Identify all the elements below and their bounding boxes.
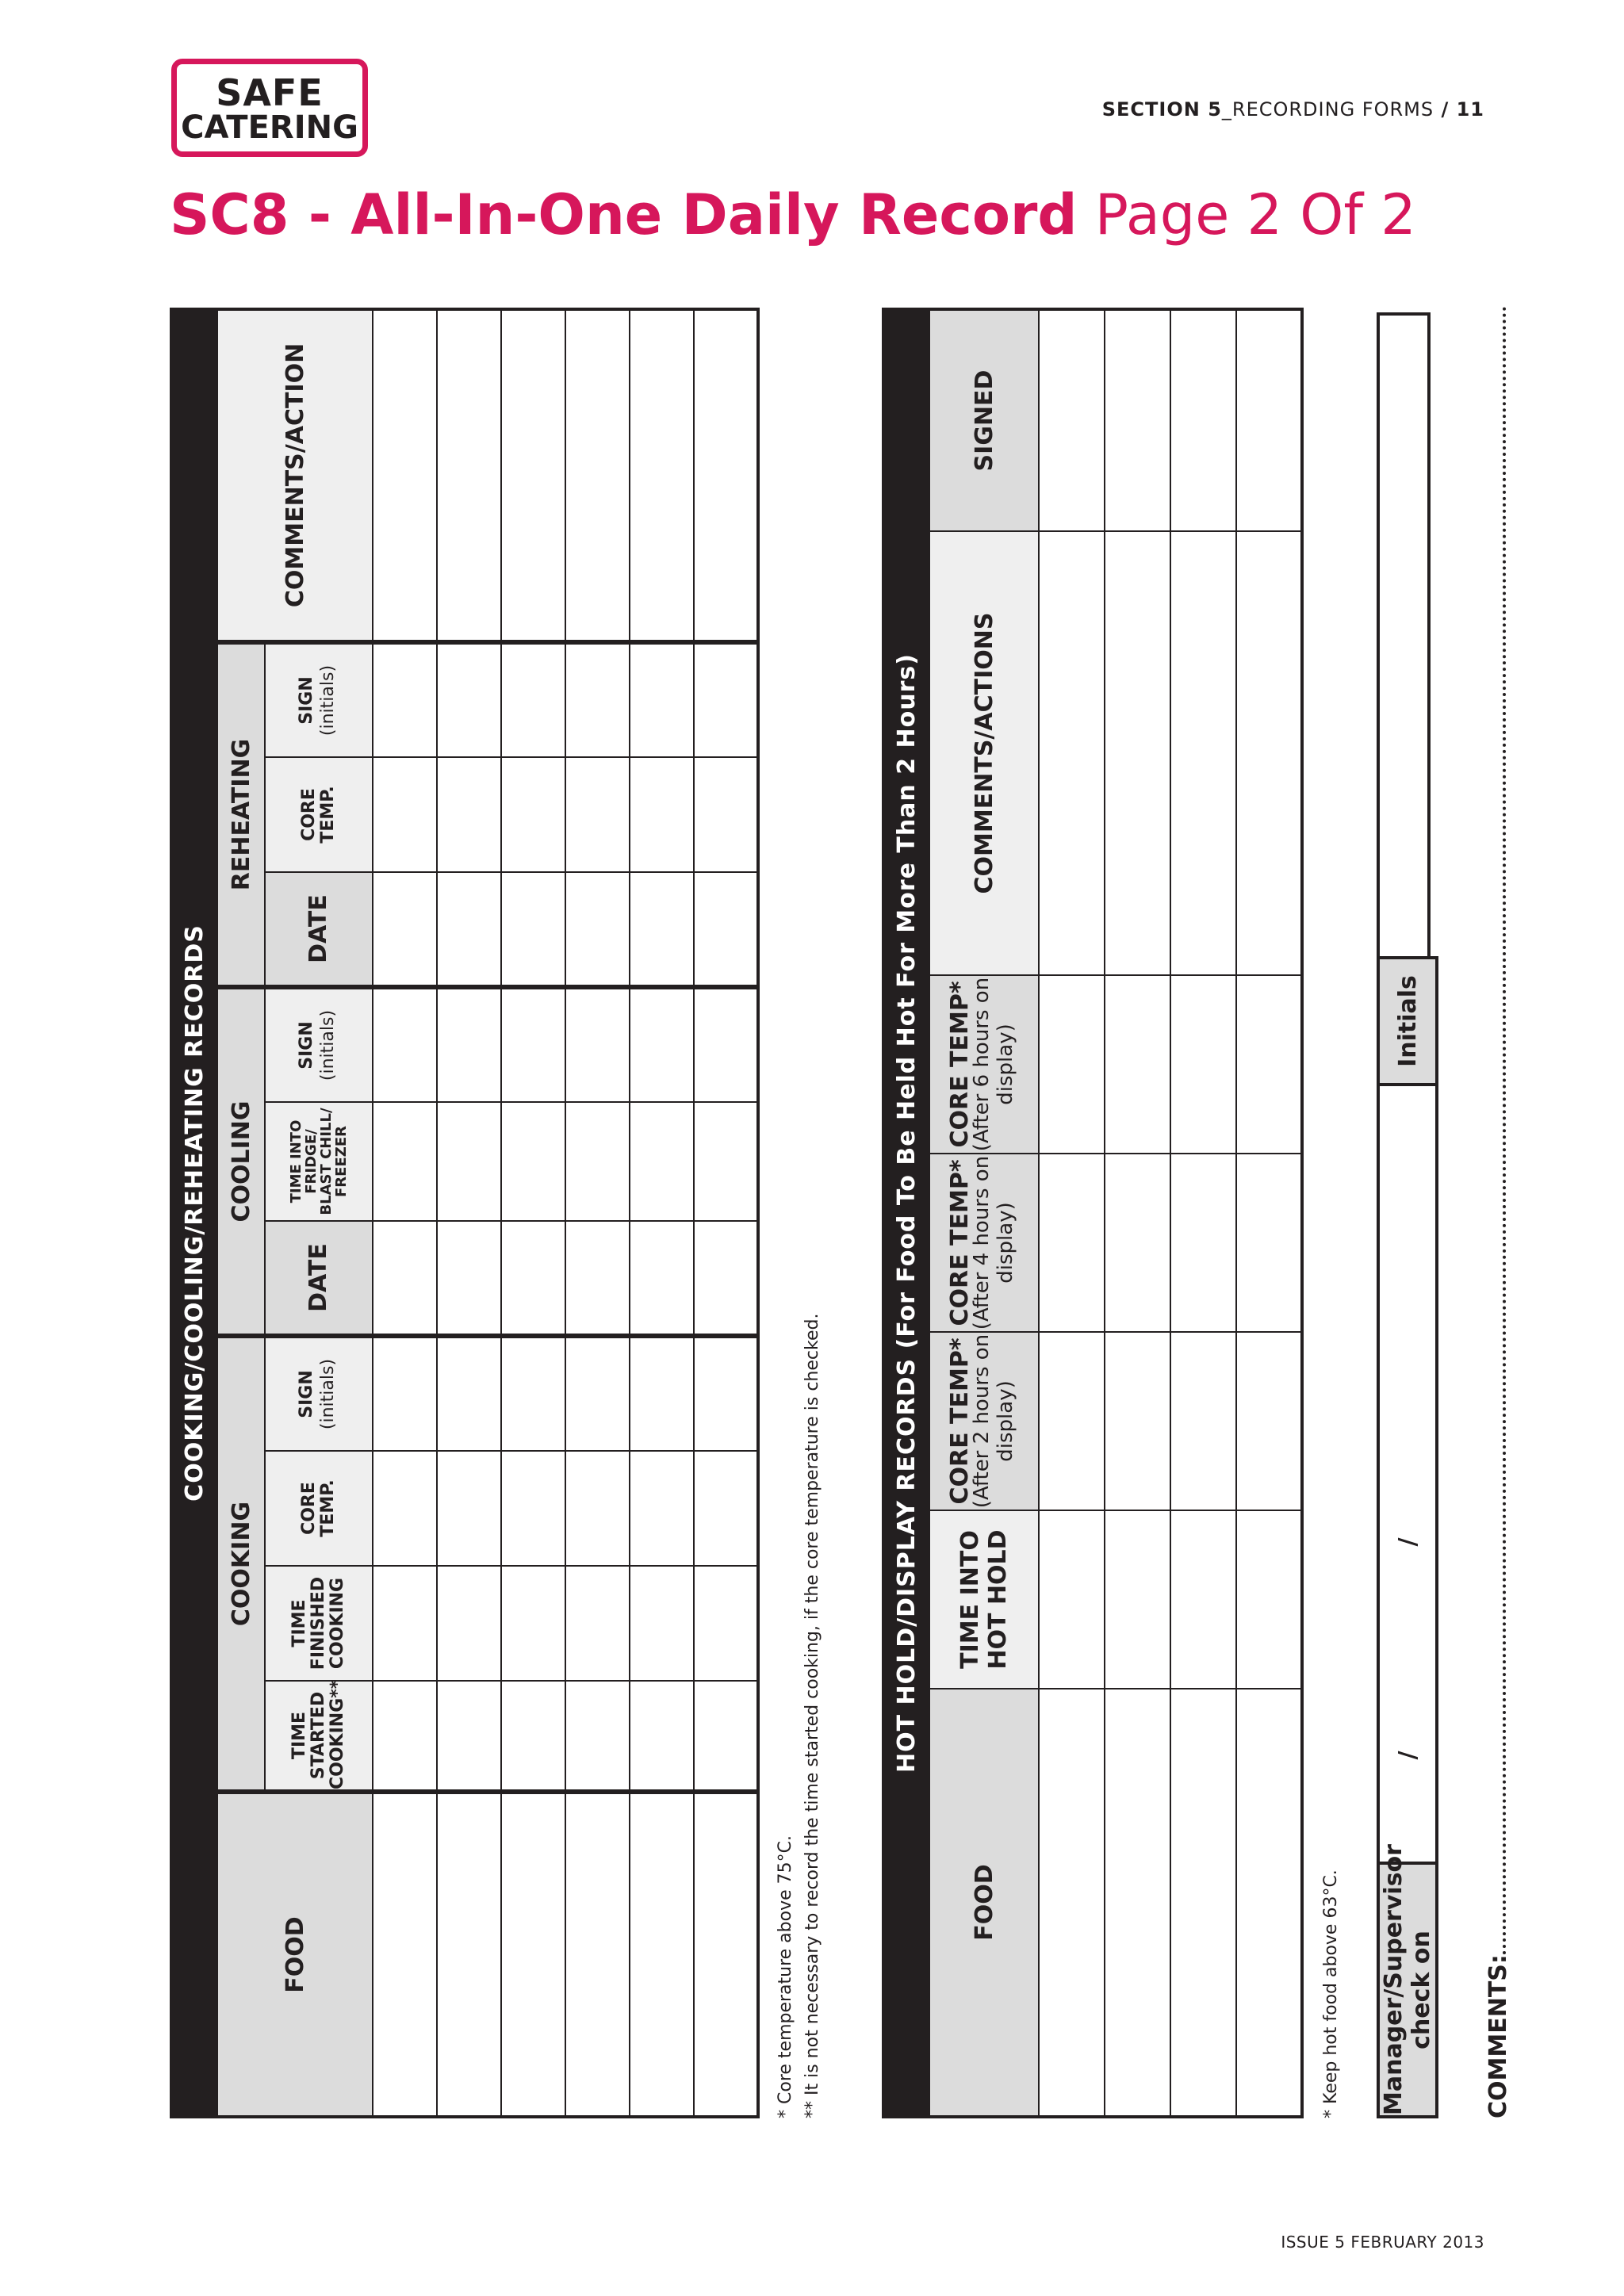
comments-actions-header: COMMENTS/ACTIONS [929,531,1039,975]
entry-cell[interactable] [565,1336,630,1451]
entry-cell[interactable] [1236,975,1302,1154]
entry-cell[interactable] [1236,531,1302,975]
entry-cell[interactable] [1039,309,1105,531]
entry-cell[interactable] [373,1681,437,1792]
entry-cell[interactable] [373,872,437,987]
entry-cell[interactable] [694,1566,758,1681]
section-rest: _RECORDING FORMS [1221,98,1434,121]
entry-cell[interactable] [1105,531,1170,975]
entry-cell[interactable] [1105,975,1170,1154]
entry-cell[interactable] [630,757,694,872]
entry-cell[interactable] [1170,531,1236,975]
entry-cell[interactable] [501,1451,565,1566]
reheating-sign-header [265,642,373,757]
entry-cell[interactable] [437,1792,501,2117]
hh-food-header: FOOD [929,1689,1039,2117]
reheating-date-header: DATE [265,872,373,987]
entry-cell[interactable] [565,1221,630,1336]
after-2-hours: (After 2 hours on display) [970,1334,1017,1509]
table-row [1105,309,1170,2117]
reheating-header: REHEATING [217,642,265,987]
entry-cell[interactable] [437,872,501,987]
note-core-temp-75: * Core temperature above 75°C. [776,1835,795,2118]
entry-cell[interactable] [437,1681,501,1792]
initials-label: (initials) [318,1009,338,1081]
entry-cell[interactable] [694,1792,758,2117]
reheating-core-temp-header: CORE TEMP. [265,757,373,872]
entry-cell[interactable] [1039,1510,1105,1689]
core-temp-label: CORE TEMP* [946,1159,974,1326]
entry-cell[interactable] [565,1102,630,1221]
core-temp-4h-header [929,1154,1039,1332]
entry-cell[interactable] [630,1681,694,1792]
entry-cell[interactable] [630,309,694,642]
date-slash: / [1378,1435,1437,1649]
entry-cell[interactable] [1105,1689,1170,2117]
table-row [501,309,565,2117]
entry-cell[interactable] [437,642,501,757]
table-row [1039,309,1105,2117]
core-temp-2h-header [929,1332,1039,1510]
table-row [373,309,437,2117]
entry-cell[interactable] [694,1102,758,1221]
table-row [1236,309,1302,2117]
after-4-hours: (After 4 hours on display) [970,1155,1017,1330]
core-temp-label: CORE TEMP* [946,1337,974,1505]
entry-cell[interactable] [1039,1689,1105,2117]
title-light: Page 2 Of 2 [1077,182,1416,247]
logo-line2: CATERING [181,109,358,146]
initials-label: (initials) [318,1358,338,1430]
page-number: 11 [1456,98,1484,121]
entry-cell[interactable] [437,1336,501,1451]
comments-action-header: COMMENTS/ACTION [217,309,373,642]
entry-cell[interactable] [694,1336,758,1451]
table2-band: HOT HOLD/DISPLAY RECORDS (For Food To Be Held Hot For More Than 2 Hours) [883,309,929,2117]
sign-label: SIGN [297,1370,316,1418]
manager-check-row [1377,959,1435,2118]
entry-cell[interactable] [1039,531,1105,975]
issue-footer: ISSUE 5 FEBRUARY 2013 [1281,2233,1484,2252]
entry-cell[interactable] [1170,1332,1236,1510]
entry-cell[interactable] [1170,975,1236,1154]
entry-cell[interactable] [373,1102,437,1221]
entry-cell[interactable] [373,642,437,757]
entry-cell[interactable] [1170,1510,1236,1689]
entry-cell[interactable] [437,987,501,1102]
logo-line1: SAFE [216,71,324,114]
time-into-fridge-header: TIME INTO FRIDGE/ BLAST CHILL/ FREEZER [265,1102,373,1221]
safe-catering-logo [171,59,368,157]
time-started-header: TIME STARTED COOKING** [265,1681,373,1792]
entry-cell[interactable] [1236,1689,1302,2117]
entry-cell[interactable] [694,1221,758,1336]
entry-cell[interactable] [694,309,758,642]
entry-cell[interactable] [1105,1154,1170,1332]
entry-cell[interactable] [630,872,694,987]
entry-cell[interactable] [630,1792,694,2117]
entry-cell[interactable] [501,1336,565,1451]
entry-cell[interactable] [373,1451,437,1566]
entry-cell[interactable] [501,642,565,757]
entry-cell[interactable] [1170,309,1236,531]
entry-cell[interactable] [1105,309,1170,531]
entry-cell[interactable] [437,1102,501,1221]
entry-cell[interactable] [565,309,630,642]
entry-cell[interactable] [373,987,437,1102]
entry-cell[interactable] [501,309,565,642]
time-into-hot-hold-header: TIME INTO HOT HOLD [929,1510,1039,1689]
entry-cell[interactable] [501,1792,565,2117]
entry-cell[interactable] [437,1566,501,1681]
entry-cell[interactable] [694,872,758,987]
table1-band: COOKING/COOLING/REHEATING RECORDS [171,309,217,2117]
entry-cell[interactable] [1170,1154,1236,1332]
section-label [1102,98,1484,121]
entry-cell[interactable] [501,872,565,987]
entry-cell[interactable] [501,1681,565,1792]
cooling-sign-header [265,987,373,1102]
cooking-cooling-reheating-table [170,311,756,2118]
entry-cell[interactable] [565,1681,630,1792]
entry-cell[interactable] [1236,309,1302,531]
entry-cell[interactable] [694,642,758,757]
table-row [1170,309,1236,2117]
entry-cell[interactable] [630,1566,694,1681]
table-row [694,309,758,2117]
signed-header: SIGNED [929,309,1039,531]
entry-cell[interactable] [630,1451,694,1566]
table-row [630,309,694,2117]
sign-label: SIGN [297,1021,316,1070]
entry-cell[interactable] [437,1451,501,1566]
entry-cell[interactable] [373,1221,437,1336]
core-temp-6h-header [929,975,1039,1154]
entry-cell[interactable] [694,1451,758,1566]
sign-label: SIGN [297,676,316,725]
entry-cell[interactable] [1105,1332,1170,1510]
entry-cell[interactable] [373,309,437,642]
comments-line [1484,311,1512,2118]
initials-label: Initials [1378,958,1437,1085]
cooling-date-header: DATE [265,1221,373,1336]
entry-cell[interactable] [1039,1154,1105,1332]
comments-label: COMMENTS: [1484,1954,1512,2118]
entry-cell[interactable] [565,1566,630,1681]
note-hot-food-63: * Keep hot food above 63°C. [1321,1869,1341,2118]
initials-label: (initials) [318,664,338,737]
page-sep: / [1434,98,1457,121]
entry-cell[interactable] [1105,1510,1170,1689]
entry-cell[interactable] [373,1336,437,1451]
entry-cell[interactable] [1039,975,1105,1154]
food-header: FOOD [217,1792,373,2117]
entry-cell[interactable] [565,1451,630,1566]
entry-cell[interactable] [501,1566,565,1681]
hot-hold-display-table [882,311,1300,2118]
table-row [437,309,501,2117]
entry-cell[interactable] [694,1681,758,1792]
entry-cell[interactable] [1236,1154,1302,1332]
entry-cell[interactable] [694,757,758,872]
entry-cell[interactable] [501,1221,565,1336]
comments-field[interactable] [1503,305,1506,1954]
entry-cell[interactable] [1236,1510,1302,1689]
entry-cell[interactable] [630,1221,694,1336]
entry-cell[interactable] [373,757,437,872]
entry-cell[interactable] [437,309,501,642]
entry-cell[interactable] [565,987,630,1102]
entry-cell[interactable] [694,987,758,1102]
date-slash: / [1378,1649,1437,1863]
entry-cell[interactable] [1170,1689,1236,2117]
entry-cell[interactable] [373,1792,437,2117]
entry-cell[interactable] [630,1102,694,1221]
entry-cell[interactable] [373,1566,437,1681]
entry-cell[interactable] [501,1102,565,1221]
entry-cell[interactable] [565,1792,630,2117]
entry-cell[interactable] [565,757,630,872]
entry-cell[interactable] [501,757,565,872]
page-title [170,179,1416,251]
entry-cell[interactable] [630,642,694,757]
entry-cell[interactable] [437,1221,501,1336]
core-temp-label: CORE TEMP* [946,981,974,1148]
note-time-started: ** It is not necessary to record the time started cooking, if the core temperature is checked. [802,1313,822,2118]
entry-cell[interactable] [630,987,694,1102]
table-row [565,309,630,2117]
cooking-sign-header [265,1336,373,1451]
entry-cell[interactable] [437,757,501,872]
cooking-core-temp-header: CORE TEMP. [265,1451,373,1566]
entry-cell[interactable] [630,1336,694,1451]
manager-initials-field[interactable] [1377,312,1431,959]
cooling-header: COOLING [217,987,265,1336]
entry-cell[interactable] [501,987,565,1102]
entry-cell[interactable] [565,642,630,757]
section-bold: SECTION 5 [1101,98,1222,121]
entry-cell[interactable] [565,872,630,987]
manager-date-field[interactable] [1378,1085,1437,1435]
cooking-header: COOKING [217,1336,265,1792]
manager-check-label: Manager/Supervisor check on [1380,1844,1435,2115]
entry-cell[interactable] [1236,1332,1302,1510]
time-finished-header: TIME FINISHED COOKING [265,1566,373,1681]
entry-cell[interactable] [1039,1332,1105,1510]
after-6-hours: (After 6 hours on display) [970,977,1017,1152]
title-bold: SC8 - All-In-One Daily Record [170,182,1078,247]
